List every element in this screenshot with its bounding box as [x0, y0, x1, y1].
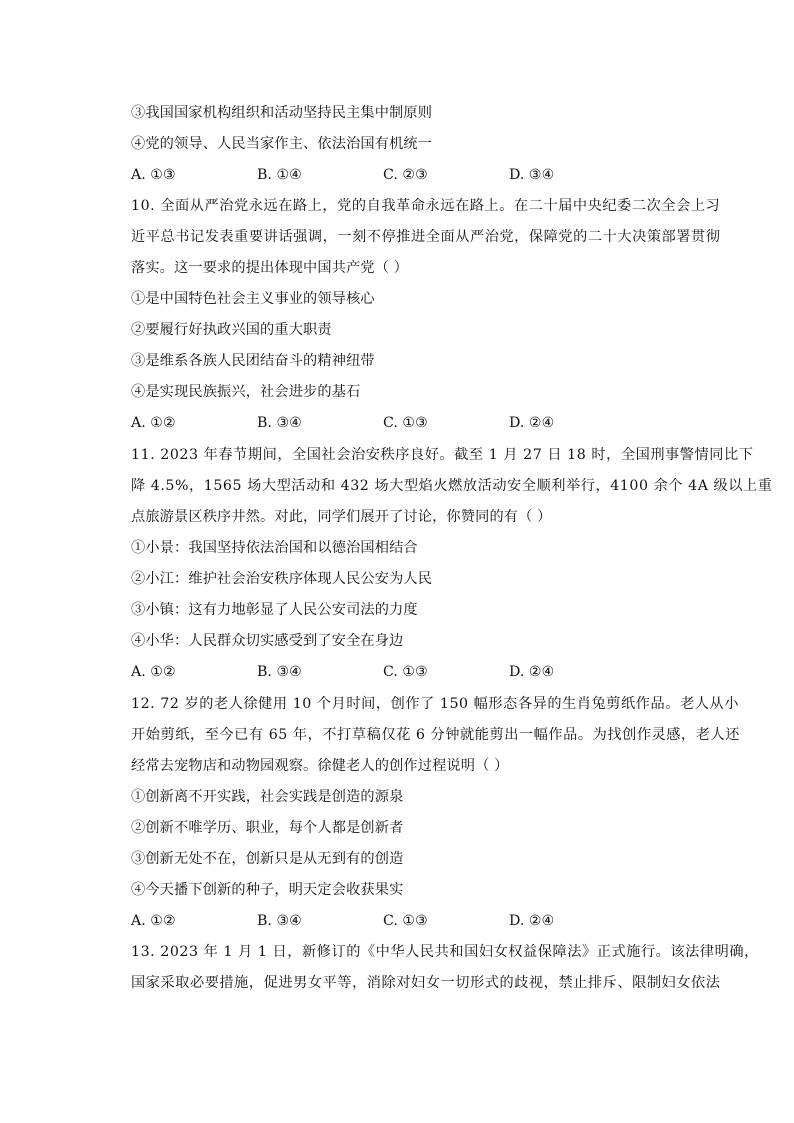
q9-option-3: ③我国国家机构组织和活动坚持民主集中制原则: [131, 105, 433, 121]
q12-option-2: ②创新不唯学历、职业，每个人都是创新者: [131, 820, 404, 836]
q11-choice-a: A. ①②: [131, 664, 176, 680]
q12-stem-line-1: 12. 72 岁的老人徐健用 10 个月时间，创作了 150 幅形态各异的生肖兔剪纸作品。老人从小: [131, 696, 739, 712]
q10-option-3: ③是维系各族人民团结奋斗的精神纽带: [131, 353, 375, 369]
q13-stem-line-1: 13. 2023 年 1 月 1 日，新修订的《中华人民共和国妇女权益保障法》正式施行。该法律明确，: [131, 944, 759, 960]
q10-option-2: ②要履行好执政兴国的重大职责: [131, 322, 332, 338]
q10-choice-a: A. ①②: [131, 415, 176, 431]
q10-stem-line-3: 落实。这一要求的提出体现中国共产党（ ）: [131, 260, 409, 276]
q11-option-4: ④小华：人民群众切实感受到了安全在身边: [131, 633, 404, 649]
q9-choice-d: D. ③④: [509, 167, 555, 183]
q10-stem-line-1: 10. 全面从严治党永远在路上，党的自我革命永远在路上。在二十届中央纪委二次全会上习: [131, 198, 721, 214]
q9-option-4: ④党的领导、人民当家作主、依法治国有机统一: [131, 136, 433, 152]
q9-choice-a: A. ①③: [131, 167, 176, 183]
q12-stem-line-2: 开始剪纸，至今已有 65 年，不打草稿仅花 6 分钟就能剪出一幅作品。为找创作灵感，老人还: [131, 727, 740, 743]
q12-choice-a: A. ①②: [131, 913, 176, 929]
q12-choices: [131, 911, 691, 931]
q9-choices: [131, 165, 691, 185]
q9-choice-c: C. ②③: [383, 167, 428, 183]
q11-choice-d: D. ②④: [509, 664, 555, 680]
q11-option-3: ③小镇：这有力地彰显了人民公安司法的力度: [131, 602, 418, 618]
q12-option-3: ③创新无处不在，创新只是从无到有的创造: [131, 851, 404, 867]
q12-option-1: ①创新离不开实践，社会实践是创造的源泉: [131, 789, 404, 805]
q10-option-4: ④是实现民族振兴，社会进步的基石: [131, 384, 361, 400]
q10-choice-d: D. ②④: [509, 415, 555, 431]
q11-stem-line-2: 降 4.5%，1565 场大型活动和 432 场大型焰火燃放活动安全顺利举行，4100 余个 4A 级以上重: [131, 478, 773, 494]
q11-option-2: ②小江：维护社会治安秩序体现人民公安为人民: [131, 571, 433, 587]
q12-choice-c: C. ①③: [383, 913, 428, 929]
q11-stem-line-3: 点旅游景区秩序井然。对此，同学们展开了讨论，你赞同的有（ ）: [131, 509, 552, 525]
q12-choice-b: B. ③④: [257, 913, 302, 929]
q12-choice-d: D. ②④: [509, 913, 555, 929]
q11-choice-c: C. ①③: [383, 664, 428, 680]
q11-choice-b: B. ③④: [257, 664, 302, 680]
q9-choice-b: B. ①④: [257, 167, 302, 183]
q10-option-1: ①是中国特色社会主义事业的领导核心: [131, 291, 375, 307]
q10-choices: [131, 413, 691, 433]
q10-stem-line-2: 近平总书记发表重要讲话强调，一刻不停推进全面从严治党，保障党的二十大决策部署贯彻: [131, 229, 721, 245]
q10-choice-c: C. ①③: [383, 415, 428, 431]
q13-stem-line-2: 国家采取必要措施，促进男女平等，消除对妇女一切形式的歧视，禁止排斥、限制妇女依法: [131, 975, 721, 991]
q12-option-4: ④今天播下创新的种子，明天定会收获果实: [131, 882, 404, 898]
q10-choice-b: B. ③④: [257, 415, 302, 431]
q11-stem-line-1: 11. 2023 年春节期间，全国社会治安秩序良好。截至 1 月 27 日 18 时，全国刑事警情同比下: [131, 447, 754, 463]
q11-option-1: ①小景：我国坚持依法治国和以德治国相结合: [131, 540, 418, 556]
q12-stem-line-3: 经常去宠物店和动物园观察。徐健老人的创作过程说明（ ）: [131, 758, 509, 774]
q11-choices: [131, 662, 691, 682]
